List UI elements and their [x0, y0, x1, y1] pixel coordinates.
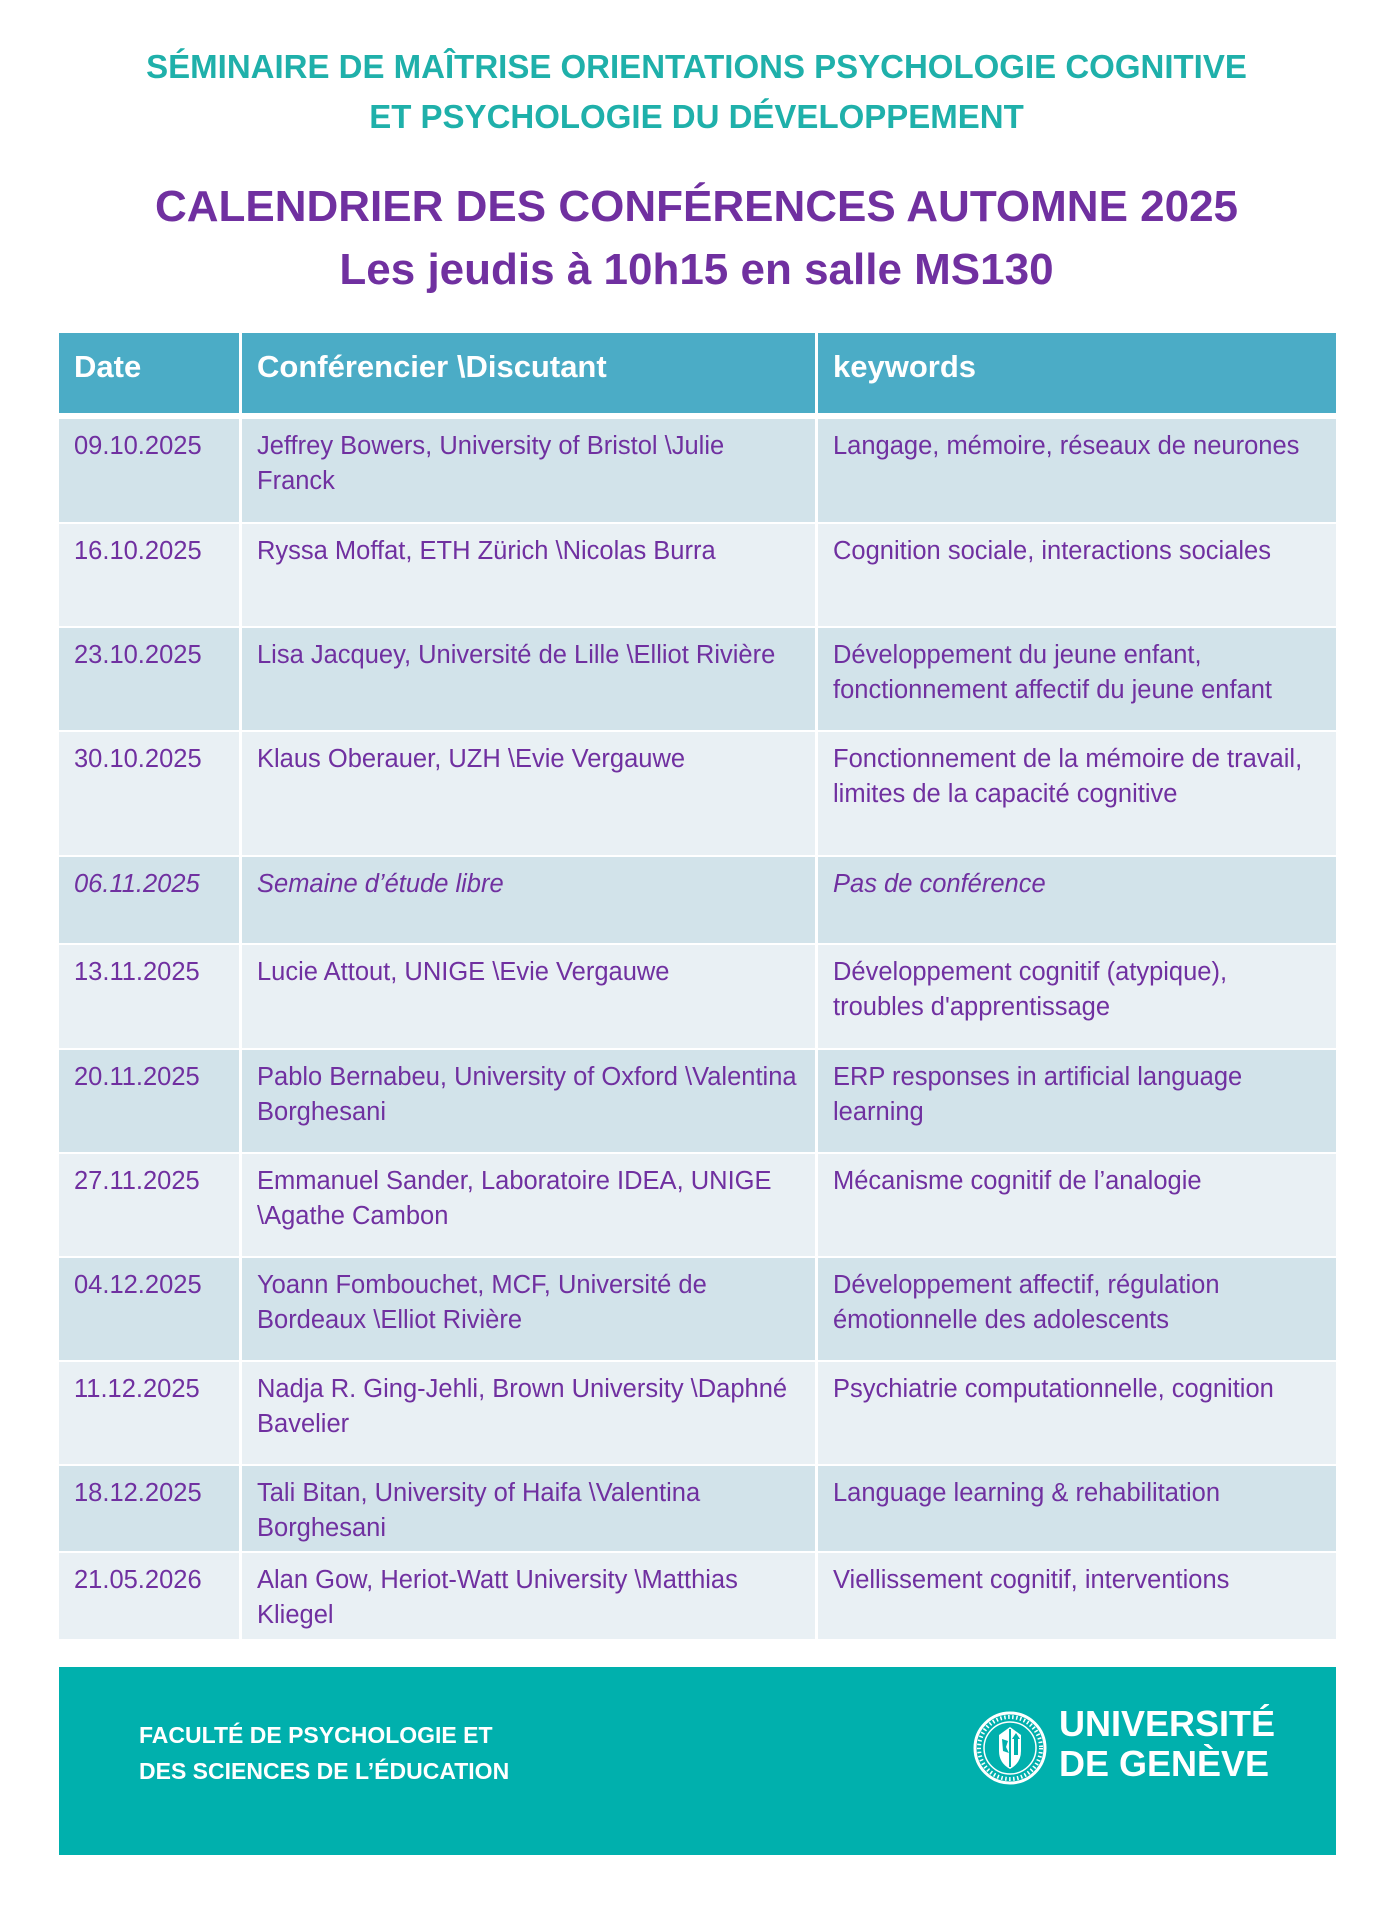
table-row: [59, 857, 1336, 945]
cell-speaker: Emmanuel Sander, Laboratoire IDEA, UNIGE \Agathe Cambon: [242, 1154, 818, 1258]
cell-speaker: Lucie Attout, UNIGE \Evie Vergauwe: [242, 945, 818, 1050]
cell-keywords: Pas de conférence: [818, 857, 1336, 945]
table-row: [59, 1154, 1336, 1258]
cell-keywords: Fonctionnement de la mémoire de travail, limites de la capacité cognitive: [818, 732, 1336, 857]
table-row: [59, 1258, 1336, 1362]
cell-speaker: Pablo Bernabeu, University of Oxford \Valentina Borghesani: [242, 1050, 818, 1154]
table-row: [59, 945, 1336, 1050]
calendar-heading: [0, 175, 1393, 301]
cell-date: 09.10.2025: [59, 419, 242, 524]
cell-keywords: Language learning & rehabilitation: [818, 1466, 1336, 1553]
cell-speaker: Semaine d’étude libre: [242, 857, 818, 945]
table-row: [59, 1553, 1336, 1641]
column-header-speaker: Conférencier \Discutant: [242, 333, 818, 419]
column-header-keywords: keywords: [818, 333, 1336, 419]
cell-keywords: ERP responses in artificial language learning: [818, 1050, 1336, 1154]
cell-date: 04.12.2025: [59, 1258, 242, 1362]
faculty-name-line2: DES SCIENCES DE L’ÉDUCATION: [139, 1758, 510, 1784]
cell-keywords: Langage, mémoire, réseaux de neurones: [818, 419, 1336, 524]
table-row: [59, 1362, 1336, 1466]
cell-date: 20.11.2025: [59, 1050, 242, 1154]
cell-keywords: Développement du jeune enfant, fonctionnement affectif du jeune enfant: [818, 628, 1336, 732]
table-header-row: [59, 333, 1336, 419]
table-row: [59, 524, 1336, 628]
cell-date: 11.12.2025: [59, 1362, 242, 1466]
cell-date: 30.10.2025: [59, 732, 242, 857]
table-row: [59, 732, 1336, 857]
cell-date: 21.05.2026: [59, 1553, 242, 1641]
cell-speaker: Alan Gow, Heriot-Watt University \Matthias Kliegel: [242, 1553, 818, 1641]
cell-date: 13.11.2025: [59, 945, 242, 1050]
university-name-line1: UNIVERSITÉ: [1059, 1703, 1276, 1744]
footer-banner: [59, 1667, 1336, 1855]
cell-keywords: Viellissement cognitif, interventions: [818, 1553, 1336, 1641]
seminar-heading-line1: SÉMINAIRE DE MAÎTRISE ORIENTATIONS PSYCHOLOGIE COGNITIVE: [146, 48, 1247, 85]
university-logo-text: [1059, 1704, 1275, 1784]
cell-speaker: Tali Bitan, University of Haifa \Valentina Borghesani: [242, 1466, 818, 1553]
cell-keywords: Développement cognitif (atypique), troubles d'apprentissage: [818, 945, 1336, 1050]
table-row: [59, 1050, 1336, 1154]
cell-keywords: Cognition sociale, interactions sociales: [818, 524, 1336, 628]
cell-date: 27.11.2025: [59, 1154, 242, 1258]
cell-date: 23.10.2025: [59, 628, 242, 732]
university-seal-icon: [973, 1711, 1047, 1785]
table-row: [59, 419, 1336, 524]
calendar-subtitle: Les jeudis à 10h15 en salle MS130: [339, 245, 1054, 294]
cell-keywords: Psychiatrie computationnelle, cognition: [818, 1362, 1336, 1466]
seminar-heading: [0, 42, 1393, 142]
seminar-heading-line2: ET PSYCHOLOGIE DU DÉVELOPPEMENT: [369, 98, 1024, 135]
cell-speaker: Lisa Jacquey, Université de Lille \Elliot Rivière: [242, 628, 818, 732]
cell-date: 16.10.2025: [59, 524, 242, 628]
conference-schedule-table: [59, 333, 1336, 1641]
cell-speaker: Jeffrey Bowers, University of Bristol \Julie Franck: [242, 419, 818, 524]
calendar-title: CALENDRIER DES CONFÉRENCES AUTOMNE 2025: [154, 182, 1239, 231]
university-name-line2: DE GENÈVE: [1059, 1743, 1270, 1784]
faculty-name-line1: FACULTÉ DE PSYCHOLOGIE ET: [139, 1722, 493, 1748]
cell-date: 06.11.2025: [59, 857, 242, 945]
cell-date: 18.12.2025: [59, 1466, 242, 1553]
table-row: [59, 628, 1336, 732]
faculty-name: [139, 1717, 509, 1789]
column-header-date: Date: [59, 333, 242, 419]
cell-speaker: Klaus Oberauer, UZH \Evie Vergauwe: [242, 732, 818, 857]
cell-speaker: Yoann Fombouchet, MCF, Université de Bordeaux \Elliot Rivière: [242, 1258, 818, 1362]
cell-keywords: Mécanisme cognitif de l’analogie: [818, 1154, 1336, 1258]
table-row: [59, 1466, 1336, 1553]
cell-speaker: Nadja R. Ging-Jehli, Brown University \Daphné Bavelier: [242, 1362, 818, 1466]
cell-speaker: Ryssa Moffat, ETH Zürich \Nicolas Burra: [242, 524, 818, 628]
cell-keywords: Développement affectif, régulation émotionnelle des adolescents: [818, 1258, 1336, 1362]
